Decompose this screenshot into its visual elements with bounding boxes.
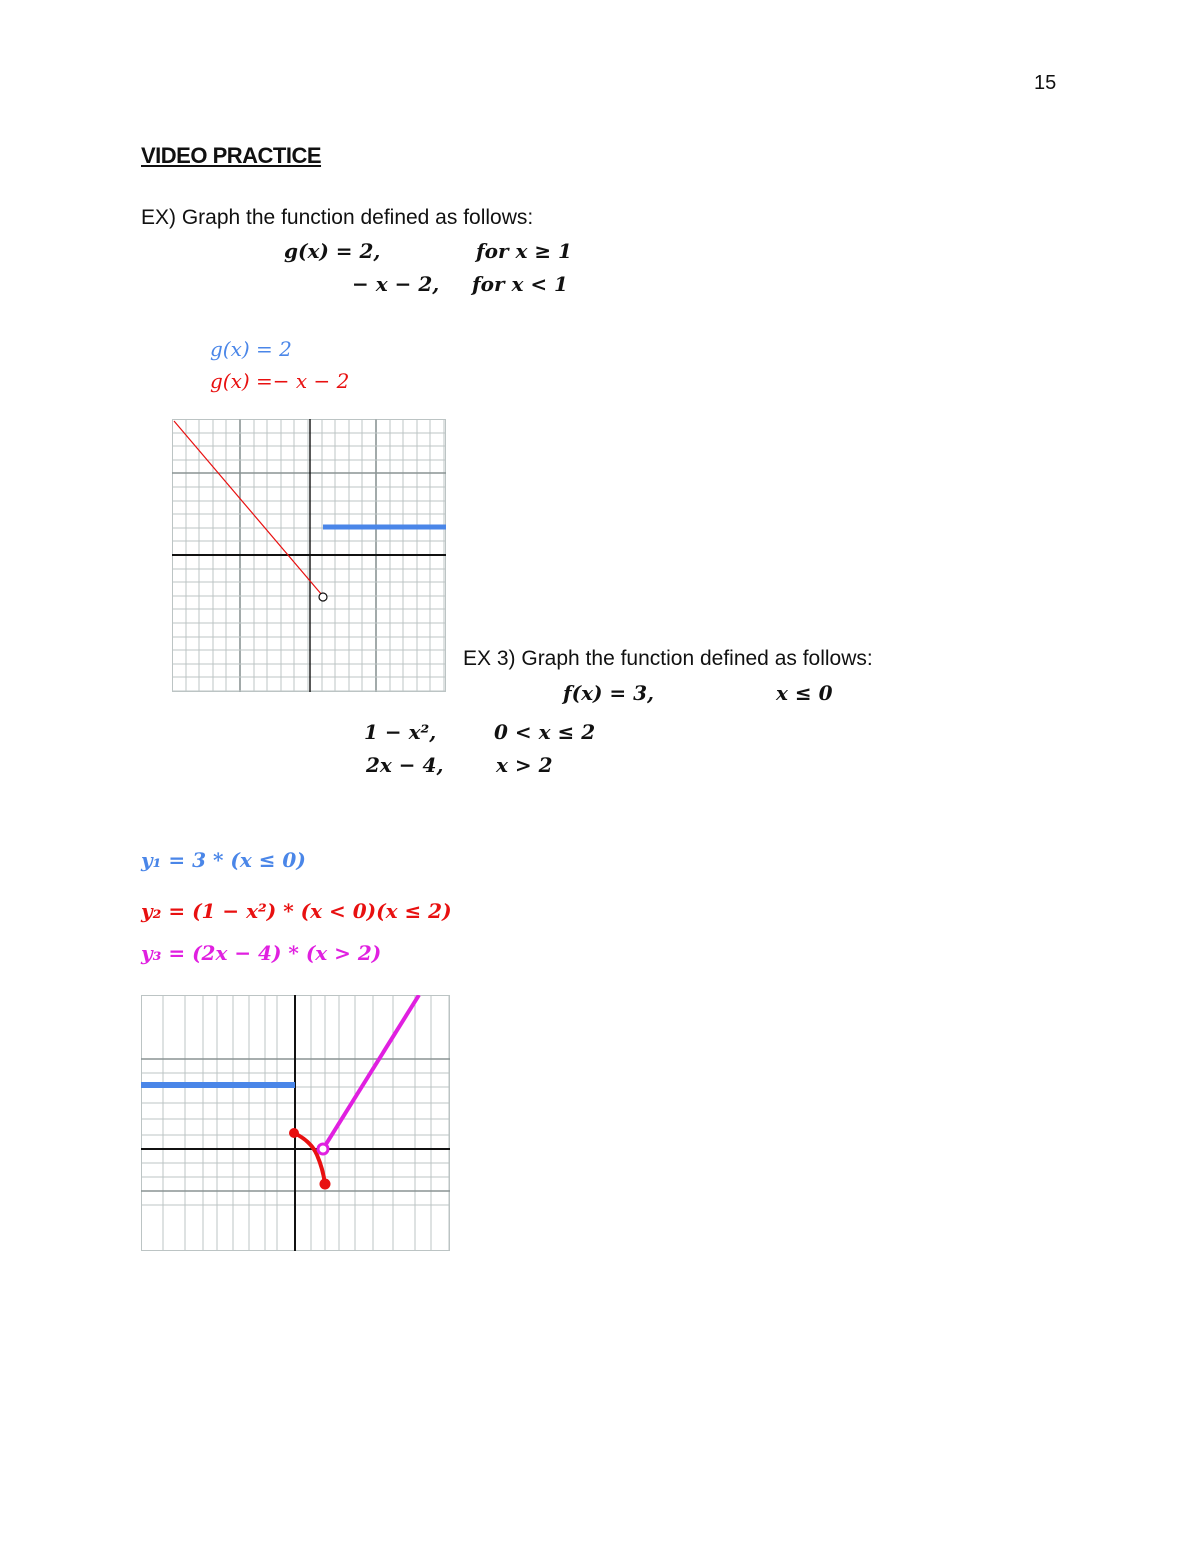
ex3-case3-condition: x > 2 [496, 753, 553, 777]
ex1-prompt: EX) Graph the function defined as follows: [141, 206, 534, 229]
ex3-case2-expression: 1 − x², [364, 720, 437, 744]
ex3-y1-equation: y₁ = 3 * (x ≤ 0) [141, 848, 306, 872]
ex3-y2-equation: y₂ = (1 − x²) * (x < 0)(x ≤ 2) [141, 899, 452, 923]
ex1-case1-expression: g(x) = 2, [284, 239, 381, 263]
page-number: 15 [1034, 72, 1057, 94]
ex3-case2-condition: 0 < x ≤ 2 [494, 720, 596, 744]
magenta-endpoint [318, 1144, 328, 1154]
ex3-case1-expression: f(x) = 3, [563, 681, 655, 705]
ex1-case2-condition: for x < 1 [472, 272, 568, 296]
ex1-graph [172, 419, 446, 692]
ex1-case2-expression: − x − 2, [352, 272, 440, 296]
page-heading: VIDEO PRACTICE [141, 143, 322, 168]
ex1-blue-equation: g(x) = 2 [210, 337, 292, 361]
red-endpoint-top [289, 1128, 299, 1138]
ex3-case3-expression: 2x − 4, [366, 753, 444, 777]
ex1-case1-condition: for x ≥ 1 [476, 239, 572, 263]
ex3-case1-condition: x ≤ 0 [776, 681, 833, 705]
ex1-red-equation: g(x) =− x − 2 [210, 369, 350, 393]
ex3-prompt: EX 3) Graph the function defined as follows: [463, 647, 873, 670]
open-endpoint [319, 593, 327, 601]
red-endpoint-bottom [320, 1179, 331, 1190]
ex3-y3-equation: y₃ = (2x − 4) * (x > 2) [141, 941, 382, 965]
ex3-graph [141, 995, 450, 1251]
